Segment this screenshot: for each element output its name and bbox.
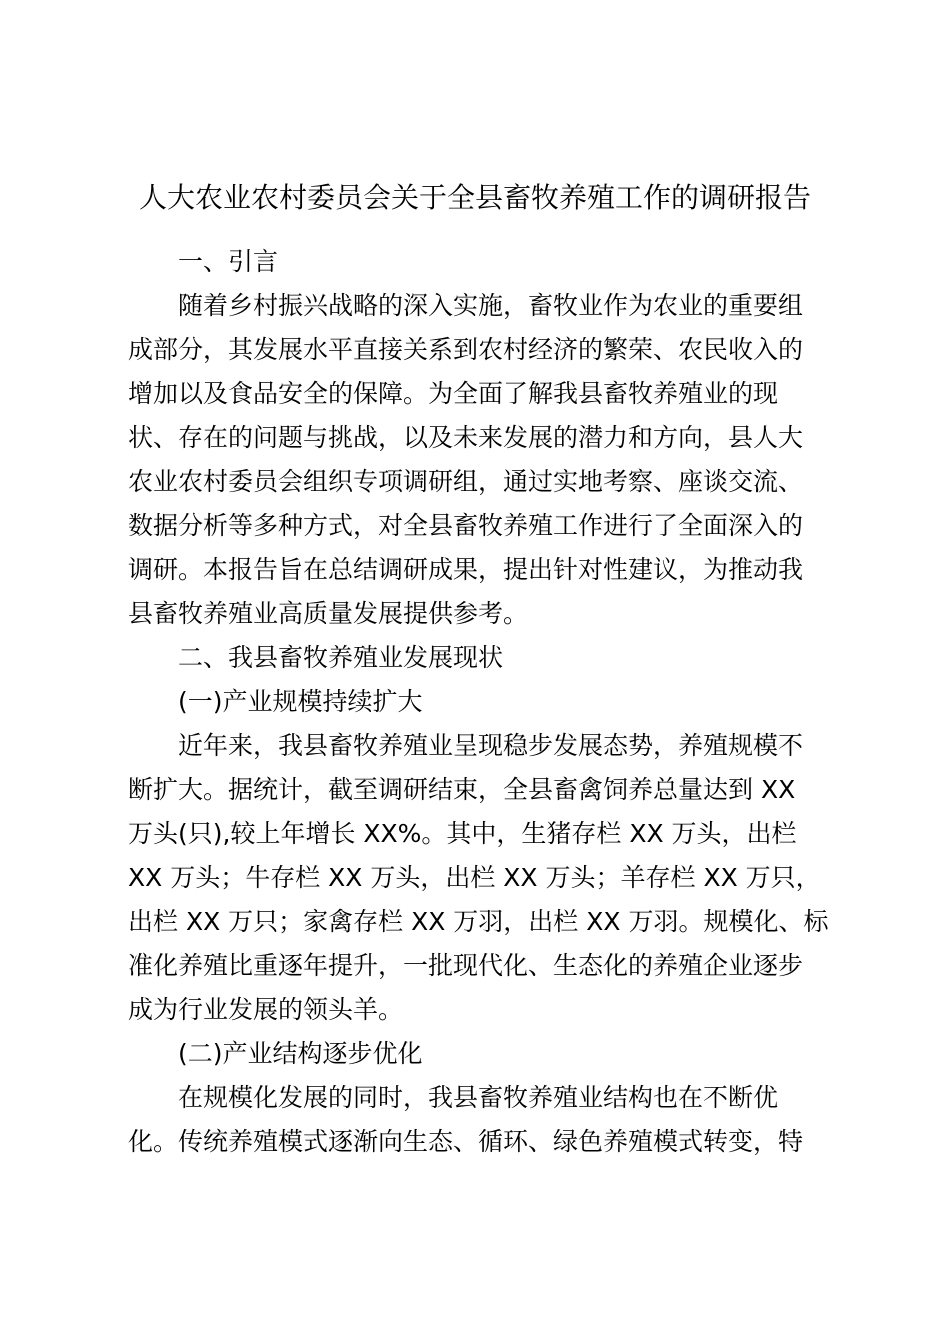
paragraph-line: 近年来，我县畜牧养殖业呈现稳步发展态势，养殖规模不 (178, 731, 804, 760)
subheading-structure-optimization: (二)产业结构逐步优化 (178, 1039, 423, 1068)
heading-introduction: 一、引言 (178, 247, 279, 276)
paragraph-line: 数据分析等多种方式，对全县畜牧养殖工作进行了全面深入的 (128, 511, 804, 540)
document-title: 人大农业农村委员会关于全县畜牧养殖工作的调研报告 (138, 181, 811, 214)
paragraph-line: 随着乡村振兴战略的深入实施，畜牧业作为农业的重要组 (178, 291, 804, 320)
paragraph-line: 断扩大。据统计，截至调研结束，全县畜禽饲养总量达到 XX (128, 775, 796, 804)
paragraph-line: 出栏 XX 万只；家禽存栏 XX 万羽，出栏 XX 万羽。规模化、标 (128, 907, 829, 936)
paragraph-line: 成部分，其发展水平直接关系到农村经济的繁荣、农民收入的 (128, 335, 804, 364)
paragraph-line: 状、存在的问题与挑战，以及未来发展的潜力和方向，县人大 (128, 423, 804, 452)
paragraph-line: 准化养殖比重逐年提升，一批现代化、生态化的养殖企业逐步 (128, 951, 804, 980)
subheading-scale-expansion: (一)产业规模持续扩大 (178, 687, 423, 716)
paragraph-line: 万头(只),较上年增长 XX%。其中，生猪存栏 XX 万头，出栏 (128, 819, 797, 848)
paragraph-line: 成为行业发展的领头羊。 (128, 995, 404, 1024)
heading-development-status: 二、我县畜牧养殖业发展现状 (178, 643, 504, 672)
paragraph-line: XX 万头；牛存栏 XX 万头，出栏 XX 万头；羊存栏 XX 万只， (128, 863, 821, 892)
paragraph-line: 化。传统养殖模式逐渐向生态、循环、绿色养殖模式转变，特 (128, 1127, 804, 1156)
paragraph-line: 农业农村委员会组织专项调研组，通过实地考察、座谈交流、 (128, 467, 804, 496)
paragraph-line: 在规模化发展的同时，我县畜牧养殖业结构也在不断优 (178, 1083, 779, 1112)
paragraph-line: 调研。本报告旨在总结调研成果，提出针对性建议，为推动我 (128, 555, 804, 584)
paragraph-line: 县畜牧养殖业高质量发展提供参考。 (128, 599, 529, 628)
paragraph-line: 增加以及食品安全的保障。为全面了解我县畜牧养殖业的现 (128, 379, 779, 408)
